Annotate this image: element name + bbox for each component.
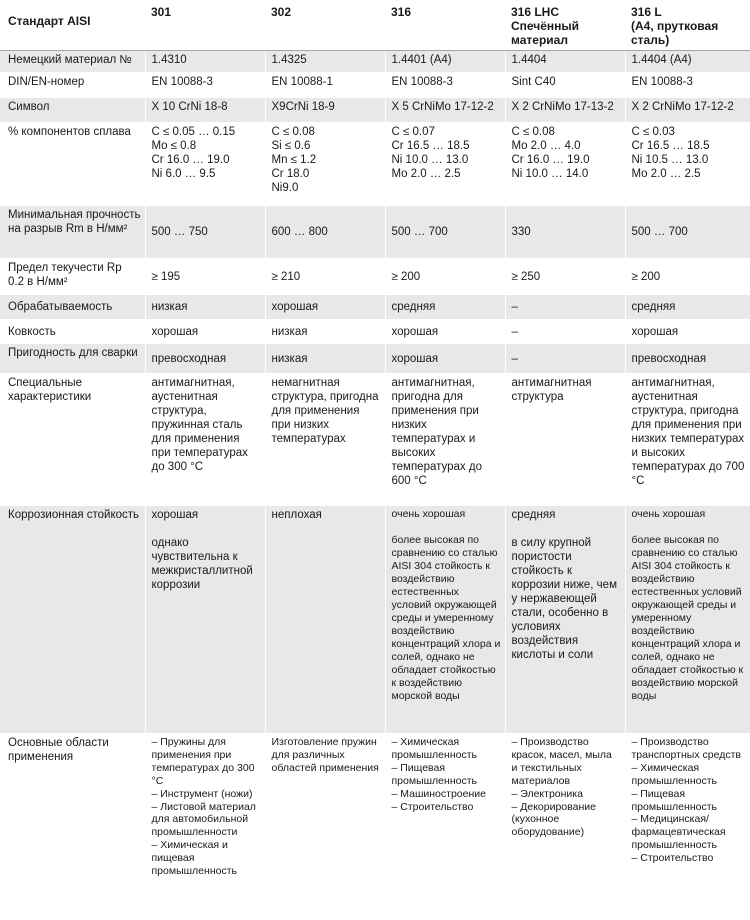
cell-value: 1.4404 (505, 51, 625, 73)
row-forgeability (0, 320, 750, 344)
cell-value: низкая (145, 295, 265, 320)
row-alloy-components (0, 123, 750, 206)
cell-value: 600 … 800 (265, 206, 385, 259)
cell-value: Sint C40 (505, 73, 625, 98)
cell-value: 1.4404 (A4) (625, 51, 750, 73)
cell-value: X 5 CrNiMo 17-12-2 (385, 98, 505, 123)
row-material-number (0, 51, 750, 73)
cell-value: 500 … 750 (145, 206, 265, 259)
cell-value: ≥ 195 (145, 259, 265, 295)
header-standard: Стандарт AISI (0, 0, 145, 51)
cell-value: хорошая (385, 344, 505, 374)
cell-value: хорошая (385, 320, 505, 344)
cell-value: хорошая (265, 295, 385, 320)
cell-value: антимагнитная структура (505, 374, 625, 506)
cell-value: антимагнитная, пригодна для применения при низких температурах и высоких температурах до 600 °C (385, 374, 505, 506)
header-302: 302 (265, 0, 385, 51)
row-label: Основные области применения (0, 734, 145, 914)
cell-value: C ≤ 0.03 Cr 16.5 … 18.5 Ni 10.5 … 13.0 Mo 2.0 … 2.5 (625, 123, 750, 206)
cell-value: антимагнитная, аустенитная структура, пружинная сталь для применения при температурах до 300 °C (145, 374, 265, 506)
cell-value: низкая (265, 344, 385, 374)
row-label: Специальные характеристики (0, 374, 145, 506)
header-row (0, 0, 750, 51)
cell-value: – Химическая промышленность – Пищевая промышленность – Машиностроение – Строительство (385, 734, 505, 914)
row-weldability (0, 344, 750, 374)
row-label: Коррозионная стойкость (0, 506, 145, 734)
cell-value: очень хорошая более высокая по сравнению со сталью AISI 304 стойкость к воздействию естественных условий окружающей среды и умеренному воздействию концентраций хлора и солей, однако не обладает стойкостью к воздействию морской воды (625, 506, 750, 734)
cell-value: X9CrNi 18-9 (265, 98, 385, 123)
cell-value: средняя в силу крупной пористости стойкость к коррозии ниже, чем у нержавеющей стали, особенно в условиях воздействия кислоты и соли (505, 506, 625, 734)
cell-value: хорошая (625, 320, 750, 344)
cell-value: – (505, 295, 625, 320)
header-316-lhc: 316 LHC Спечённый материал (505, 0, 625, 51)
header-301: 301 (145, 0, 265, 51)
cell-value: превосходная (145, 344, 265, 374)
row-applications (0, 734, 750, 914)
cell-value: 330 (505, 206, 625, 259)
cell-value: – (505, 320, 625, 344)
cell-value: низкая (265, 320, 385, 344)
header-316: 316 (385, 0, 505, 51)
cell-value: 500 … 700 (625, 206, 750, 259)
cell-value: 500 … 700 (385, 206, 505, 259)
cell-value: – Пружины для применения при температурах до 300 °C – Инструмент (ножи) – Листовой материал для автомобильной промышленности – Химическая и пищевая промышленность (145, 734, 265, 914)
row-label: % компонентов сплава (0, 123, 145, 206)
cell-value: 1.4401 (A4) (385, 51, 505, 73)
cell-value: средняя (385, 295, 505, 320)
row-label: DIN/EN-номер (0, 73, 145, 98)
cell-value: C ≤ 0.05 … 0.15 Mo ≤ 0.8 Cr 16.0 … 19.0 Ni 6.0 … 9.5 (145, 123, 265, 206)
row-label: Минимальная прочность на разрыв Rm в Н/мм² (0, 206, 145, 259)
row-symbol (0, 98, 750, 123)
cell-value: EN 10088-1 (265, 73, 385, 98)
cell-value: антимагнитная, аустенитная структура, пригодна для применения при низких температурах и высоких температурах до 700 °C (625, 374, 750, 506)
row-corrosion-resistance (0, 506, 750, 734)
row-special-characteristics (0, 374, 750, 506)
cell-value: средняя (625, 295, 750, 320)
cell-value: ≥ 250 (505, 259, 625, 295)
cell-value: X 2 CrNiMo 17-13-2 (505, 98, 625, 123)
cell-value: хорошая (145, 320, 265, 344)
row-label: Обрабатываемость (0, 295, 145, 320)
cell-value: EN 10088-3 (385, 73, 505, 98)
cell-value: превосходная (625, 344, 750, 374)
cell-value: Изготовление пружин для различных областей применения (265, 734, 385, 914)
row-label: Ковкость (0, 320, 145, 344)
cell-value: C ≤ 0.08 Si ≤ 0.6 Mn ≤ 1.2 Cr 18.0 Ni9.0 (265, 123, 385, 206)
row-din (0, 73, 750, 98)
cell-value: немагнитная структура, пригодна для применения при низких температурах (265, 374, 385, 506)
row-label: Предел текучести Rp 0.2 в Н/мм² (0, 259, 145, 295)
row-label: Немецкий материал № (0, 51, 145, 73)
cell-value: – Производство красок, масел, мыла и текстильных материалов – Электроника – Декорирование (кухонное оборудование) (505, 734, 625, 914)
cell-value: хорошая однако чувствительна к межкристаллитной коррозии (145, 506, 265, 734)
cell-value: EN 10088-3 (145, 73, 265, 98)
cell-value: 1.4325 (265, 51, 385, 73)
cell-value: X 2 CrNiMo 17-12-2 (625, 98, 750, 123)
cell-value: X 10 CrNi 18-8 (145, 98, 265, 123)
cell-value: неплохая (265, 506, 385, 734)
row-tensile-strength (0, 206, 750, 259)
cell-value: – (505, 344, 625, 374)
cell-value: EN 10088-3 (625, 73, 750, 98)
row-label: Символ (0, 98, 145, 123)
cell-value: C ≤ 0.08 Mo 2.0 … 4.0 Cr 16.0 … 19.0 Ni 10.0 … 14.0 (505, 123, 625, 206)
cell-value: очень хорошая более высокая по сравнению со сталью AISI 304 стойкость к воздействию естественных условий окружающей среды и умеренному воздействию концентраций хлора и солей, однако не обладает стойкостью к воздействию морской воды (385, 506, 505, 734)
cell-value: ≥ 210 (265, 259, 385, 295)
cell-value: ≥ 200 (625, 259, 750, 295)
row-machinability (0, 295, 750, 320)
cell-value: ≥ 200 (385, 259, 505, 295)
cell-value: 1.4310 (145, 51, 265, 73)
cell-value: C ≤ 0.07 Cr 16.5 … 18.5 Ni 10.0 … 13.0 Mo 2.0 … 2.5 (385, 123, 505, 206)
header-316-l: 316 L (A4, прутковая сталь) (625, 0, 750, 51)
cell-value: – Производство транспортных средств – Химическая промышленность – Пищевая промышленность – Медицинская/ фармацевтическая промышленность – Строительство (625, 734, 750, 914)
row-yield-strength (0, 259, 750, 295)
row-label: Пригодность для сварки (0, 344, 145, 374)
